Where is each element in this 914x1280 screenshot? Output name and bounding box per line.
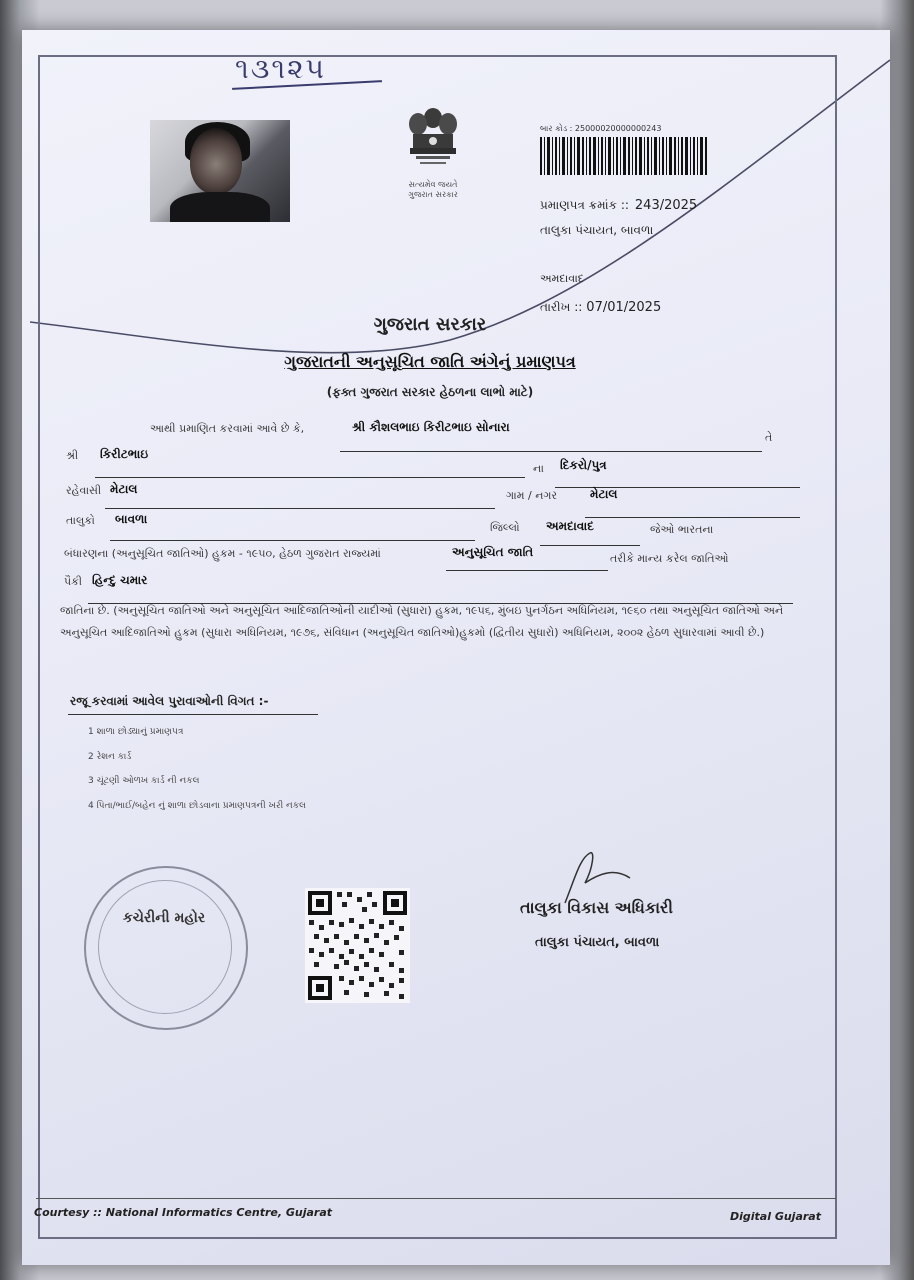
footer-divider: [36, 1198, 836, 1199]
village-value: મેટાલ: [590, 487, 618, 501]
emblem-caption: [380, 180, 486, 200]
father-prefix: શ્રી: [66, 449, 79, 462]
category-value: અનુસૂચિત જાતિ: [452, 545, 534, 559]
relation-label: ના: [533, 462, 544, 475]
certificate-number: [540, 198, 697, 213]
caste-value: હિન્દુ ચમાર: [92, 573, 148, 587]
issue-date: [540, 300, 661, 315]
certificate-subtitle: (ફક્ત ગુજરાત સરકાર હેઠળના લાભો માટે): [326, 385, 534, 399]
barcode-icon: [540, 137, 708, 175]
applicant-photo: [150, 120, 290, 222]
district-label: જિલ્લો: [490, 521, 520, 534]
village-label: ગામ / નગર: [506, 489, 558, 502]
state-emblem-icon: [398, 100, 468, 178]
who-label: જેઓ ભારતના: [650, 523, 714, 536]
document-item: 2 રેશન કાર્ડ: [88, 752, 132, 762]
category-line: [446, 570, 608, 571]
father-name: કિરીટભાઇ: [100, 447, 149, 461]
resident-label: રહેવાસી: [66, 484, 102, 497]
footer-brand: Digital Gujarat: [730, 1210, 821, 1223]
resident-value: મેટાલ: [110, 482, 138, 496]
legal-paragraph: જાતિના છે. (અનુસૂચિત જાતિઓ અને અનુસૂચિત આદિજાતિઓની યાદીઓ (સુધારા) હુકમ, ૧૯૫૬, મુંબઇ પુનર્ગઠન અધિનિયમ, ૧૯૬૦ તથા અનુસૂચિત જાતિઓ અને અનુસૂચિત આદિજાતિઓ હુકમ (સુધારા અધિનિયમ, ૧૯૭૬, સંવિધાન (અનુસૂચિત જાતિઓ)હુકમો (દ્વિતીય સુધારો) અધિનિયમ, ૨૦૦૨ હેઠળ સુધારવામાં આવી છે.): [60, 604, 784, 639]
relation-value: દિકરો/પુત્ર: [560, 458, 607, 472]
district-line: [540, 545, 640, 546]
document-item: 3 ચૂંટણી ઓળખ કાર્ડ ની નકલ: [88, 776, 200, 786]
city: અમદાવાદ: [540, 272, 584, 285]
issuing-office: તાલુકા પંચાયત, બાવળા: [540, 223, 654, 237]
father-name-line: [95, 477, 525, 478]
taluka-line: [110, 540, 475, 541]
certificate-number-value: 243/2025: [634, 198, 698, 213]
holder-suffix: તે: [765, 431, 773, 444]
caste-label: પૈકી: [64, 575, 83, 588]
certificate-number-label: પ્રમાણપત્ર ક્રમાંક ::: [540, 198, 629, 212]
office-seal-circle: [84, 866, 248, 1030]
document-item: 1 શાળા છોડ્યાનું પ્રમાણપત્ર: [88, 727, 184, 737]
document-item: 4 પિતા/ભાઈ/બહેન નું શાળા છોડવાના પ્રમાણપત્રની ખરી નકલ: [88, 801, 306, 811]
taluka-label: તાલુકો: [66, 514, 95, 527]
intro-label: આથી પ્રમાણિત કરવામાં આવે છે કે,: [150, 422, 305, 435]
holder-name-line: [340, 451, 762, 452]
handwritten-number: ૧૩૧૨૫: [235, 52, 326, 85]
government-title: ગુજરાત સરકાર: [373, 314, 487, 335]
signatory-title: તાલુકા વિકાસ અધિકારી: [520, 898, 673, 917]
emblem-caption-line1: સત્યમેવ જયતે: [408, 180, 458, 189]
taluka-value: બાવળા: [115, 512, 148, 526]
documents-heading: રજૂ કરવામાં આવેલ પુરાવાઓની વિગત :-: [70, 694, 269, 708]
issue-date-label: તારીખ ::: [540, 300, 583, 314]
signatory-office: તાલુકા પંચાયત, બાવળા: [535, 935, 660, 950]
certificate-border: [38, 55, 837, 1239]
recognized-label: તરીકે માન્ય કરેલ જાતિઓ: [610, 552, 729, 565]
issue-date-value: 07/01/2025: [586, 300, 662, 315]
village-line: [585, 517, 800, 518]
district-value: અમદાવાદ: [546, 519, 594, 533]
emblem-caption-line2: ગુજરાત સરકાર: [408, 190, 458, 199]
order-text: બંધારણના (અનુસૂચિત જાતિઓ) હુકમ - ૧૯૫૦, હેઠળ ગુજરાત રાજ્યમાં: [64, 547, 381, 560]
holder-name: શ્રી કૌશલભાઇ કિરીટભાઇ સોનારા: [352, 420, 510, 434]
office-seal-label: કચેરીની મહોર: [122, 910, 206, 926]
barcode-label: બાર કોડ : 25000020000000243: [540, 124, 662, 133]
documents-heading-underline: [68, 714, 318, 715]
footer-courtesy: Courtesy :: National Informatics Centre, Gujarat: [34, 1206, 333, 1219]
qr-code-icon: [305, 888, 410, 1003]
certificate-title: ગુજરાતની અનુસૂચિત જાતિ અંગેનું પ્રમાણપત્ર: [284, 352, 576, 371]
resident-line: [105, 508, 495, 509]
